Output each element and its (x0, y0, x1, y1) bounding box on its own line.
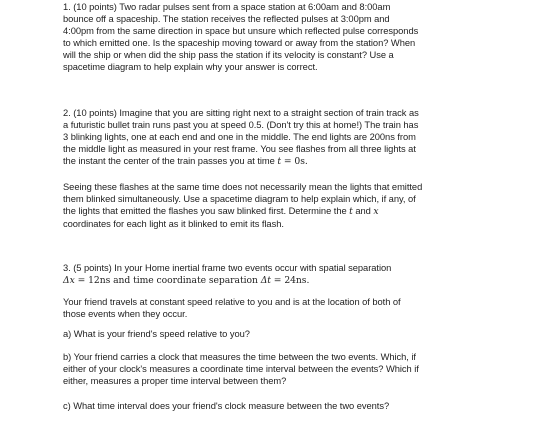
q1-line: 4:00pm from the same direction in space but unsure which reflected pulse corresponds (63, 26, 419, 37)
q3-delta-t-value: = 24ns. (270, 275, 310, 287)
question-2-paragraph-2 (63, 181, 422, 230)
q2-para2-line: Seeing these flashes at the same time does not necessarily mean the lights that emitted (63, 182, 423, 192)
q2-time-value: = 0s. (281, 156, 308, 168)
q2-para2-line (63, 205, 422, 218)
q2-para2-line: coordinates for each light as it blinked to emit its flash. (63, 219, 284, 230)
q3-line (63, 274, 391, 287)
q2-time-variable: t (277, 156, 282, 168)
q3-para2-line: those events when they occur. (63, 309, 188, 320)
q1-line: bounce off a spaceship. The station receives the reflected pulses at 3:00pm and (63, 14, 390, 25)
q1-line: to which emitted one. Is the spaceship moving toward or away from the station? When (63, 38, 416, 49)
q3-part-a-text: a) What is your friend's speed relative to you? (63, 329, 250, 339)
question-3 (63, 262, 391, 287)
q2-x-variable: x (373, 206, 379, 218)
q1-line: will the ship or when did the ship pass the station if its velocity is constant? Use a (63, 50, 394, 61)
q2-t-variable: t (349, 206, 353, 218)
q1-line: 1. (10 points) Two radar pulses sent from a space station at 6:00am and 8:00am (63, 2, 391, 12)
q3-part-b-line: b) Your friend carries a clock that measures the time between the two events. Which, if (63, 352, 416, 362)
q2-line: the middle light as measured in your rest frame. You see flashes from all three lights at (63, 144, 416, 155)
q2-and-text: and (352, 206, 374, 217)
question-3-part-a (63, 328, 250, 340)
q3-part-b-line: either of your clock's measures a coordinate time interval between the events? Which if (63, 364, 419, 375)
question-1 (63, 1, 418, 74)
q2-para2-line: them blinked simultaneously. Use a spacetime diagram to help explain which, if any, of (63, 194, 416, 205)
q1-line: spacetime diagram to help explain why your answer is correct. (63, 62, 318, 73)
q3-part-c-text: c) What time interval does your friend's clock measure between the two events? (63, 401, 390, 411)
q2-line: 3 blinking lights, one at each end and one in the middle. The end lights are 200ns from (63, 132, 416, 143)
q3-delta-t: Δt (260, 275, 271, 287)
q3-part-b-line: either, measures a proper time interval between them? (63, 376, 287, 387)
q3-delta-x-value: = 12ns and time coordinate separation (74, 275, 261, 287)
question-2 (63, 107, 419, 168)
q3-line: 3. (5 points) In your Home inertial frame two events occur with spatial separation (63, 263, 392, 273)
q2-line (63, 155, 419, 168)
q2-line5-text: the instant the center of the train passes you at time (63, 156, 278, 167)
q2-line: a futuristic bullet train runs past you at speed 0.5. (Don't try this at home!) The train has (63, 120, 419, 131)
q3-delta-x: Δx (63, 275, 75, 287)
question-3-part-c (63, 400, 389, 412)
question-3-paragraph-2 (63, 296, 401, 320)
question-3-part-b (63, 351, 419, 387)
q3-para2-line: Your friend travels at constant speed relative to you and is at the location of both of (63, 297, 401, 307)
q2-para2-line3-text: the lights that emitted the flashes you saw blinked first. Determine the (63, 206, 350, 217)
q2-line: 2. (10 points) Imagine that you are sitting right next to a straight section of train track as (63, 108, 419, 118)
